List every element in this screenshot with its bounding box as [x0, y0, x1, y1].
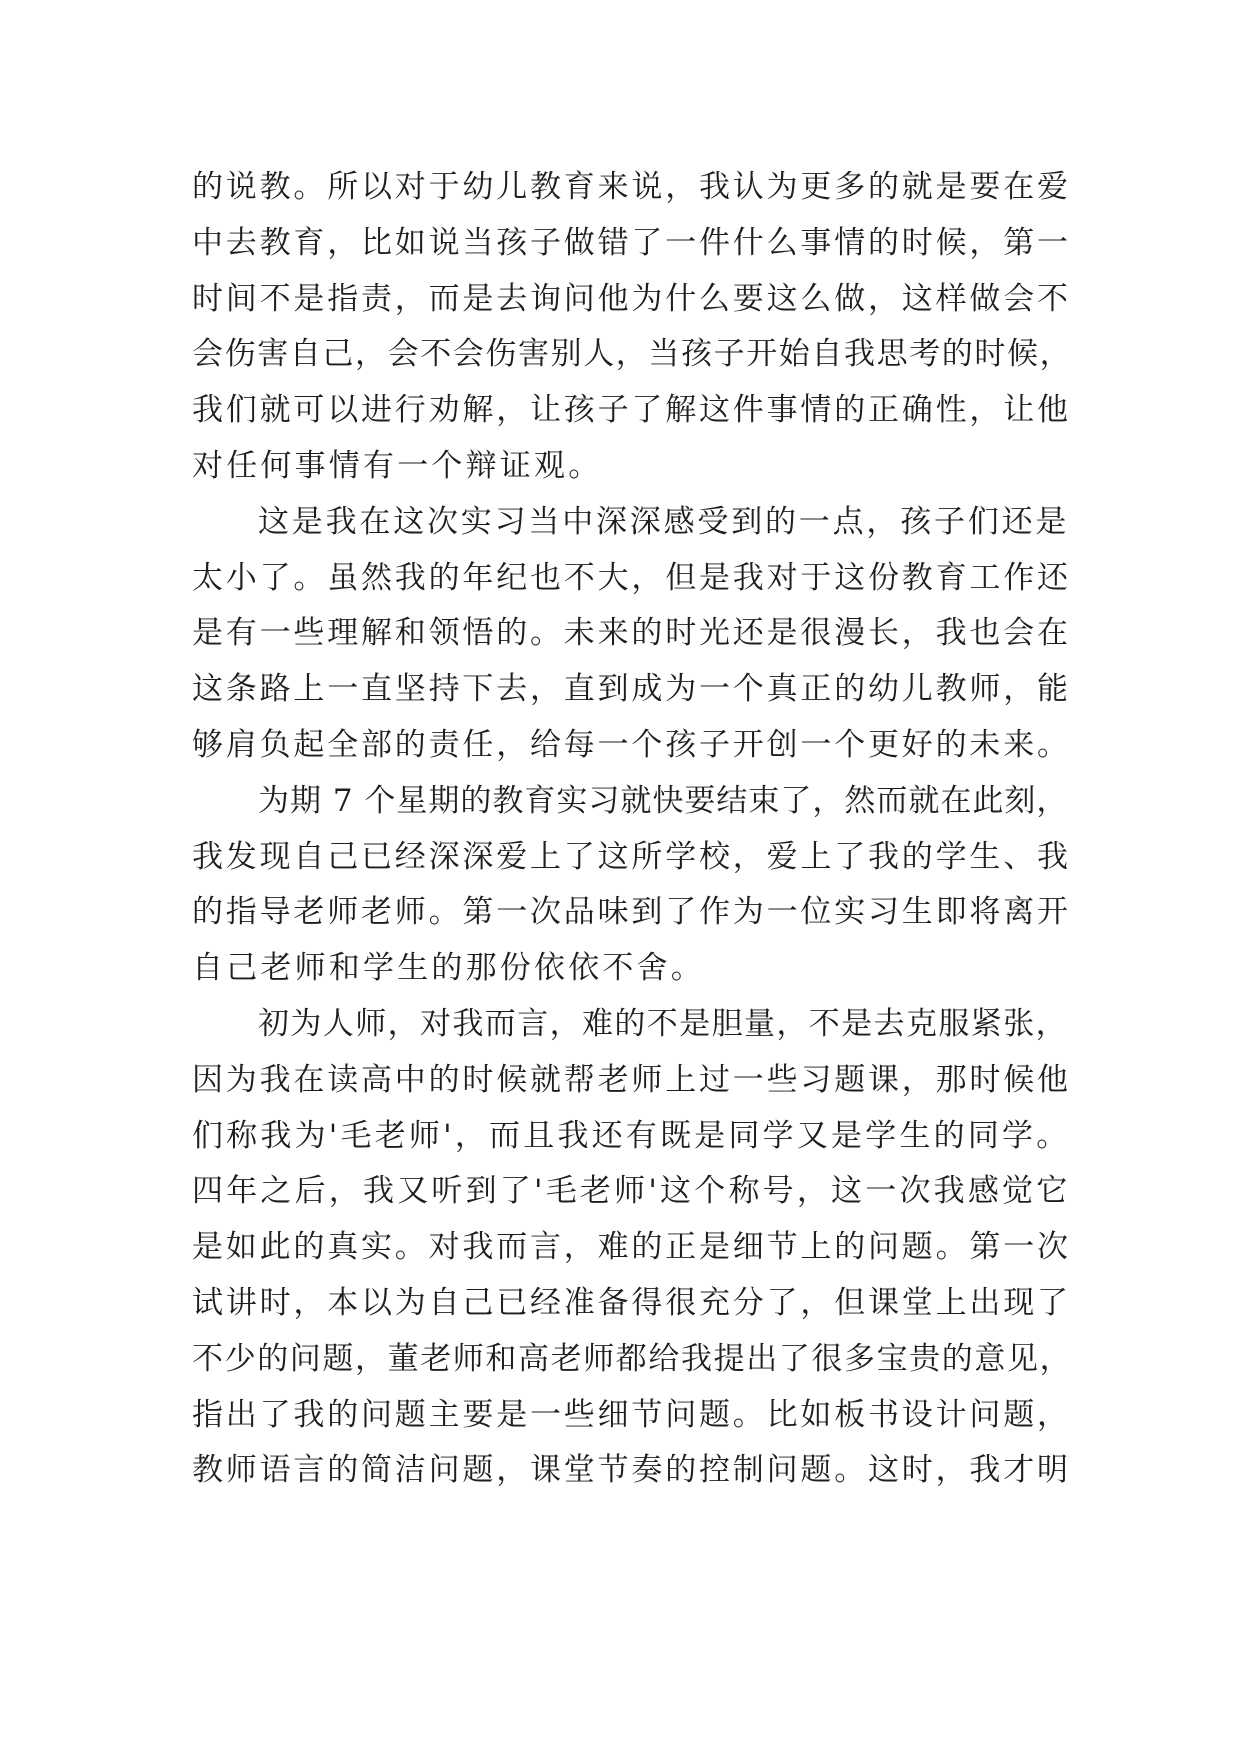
text-line: 中去教育，比如说当孩子做错了一件什么事情的时候，第一: [192, 224, 1071, 261]
text-line: 我发现自己已经深深爱上了这所学校，爱上了我的学生、我: [192, 838, 1071, 875]
text-line: 教师语言的简洁问题，课堂节奏的控制问题。这时，我才明: [192, 1452, 1071, 1489]
text-line: 自己老师和学生的那份依依不舍。: [192, 950, 705, 987]
paragraph-first-line: 为期 7 个星期的教育实习就快要结束了，然而就在此刻，: [258, 782, 1069, 819]
text-line: 够肩负起全部的责任，给每一个孩子开创一个更好的未来。: [192, 726, 1071, 763]
text-line: 的指导老师老师。第一次品味到了作为一位实习生即将离开: [192, 894, 1071, 931]
text-line: 不少的问题，董老师和高老师都给我提出了很多宝贵的意见，: [192, 1340, 1073, 1377]
body-text: [192, 160, 1072, 1499]
text-line: 对任何事情有一个辩证观。: [192, 447, 603, 484]
text-line: 试讲时，本以为自己已经准备得很充分了，但课堂上出现了: [192, 1284, 1071, 1321]
text-line: 太小了。虽然我的年纪也不大，但是我对于这份教育工作还: [192, 559, 1071, 596]
text-line: 我们就可以进行劝解，让孩子了解这件事情的正确性，让他: [192, 392, 1071, 429]
text-line: 是有一些理解和领悟的。未来的时光还是很漫长，我也会在: [192, 615, 1071, 652]
text-line: 时间不是指责，而是去询问他为什么要这么做，这样做会不: [192, 280, 1071, 317]
text-line: 会伤害自己，会不会伤害别人，当孩子开始自我思考的时候，: [192, 336, 1073, 373]
text-line: 四年之后，我又听到了'毛老师'这个称号，这一次我感觉它: [192, 1173, 1071, 1210]
text-line: 是如此的真实。对我而言，难的正是细节上的问题。第一次: [192, 1229, 1071, 1266]
text-line: 们称我为'毛老师'，而且我还有既是同学又是学生的同学。: [192, 1117, 1071, 1154]
text-line: 这条路上一直坚持下去，直到成为一个真正的幼儿教师，能: [192, 671, 1071, 708]
text-line: 的说教。所以对于幼儿教育来说，我认为更多的就是要在爱: [192, 169, 1071, 205]
paragraph-first-line: 这是我在这次实习当中深深感受到的一点，孩子们还是: [258, 503, 1070, 540]
paragraph-first-line: 初为人师，对我而言，难的不是胆量，不是去克服紧张，: [258, 1005, 1068, 1042]
text-line: 指出了我的问题主要是一些细节问题。比如板书设计问题，: [192, 1396, 1071, 1433]
text-line: 因为我在读高中的时候就帮老师上过一些习题课，那时候他: [192, 1061, 1071, 1098]
